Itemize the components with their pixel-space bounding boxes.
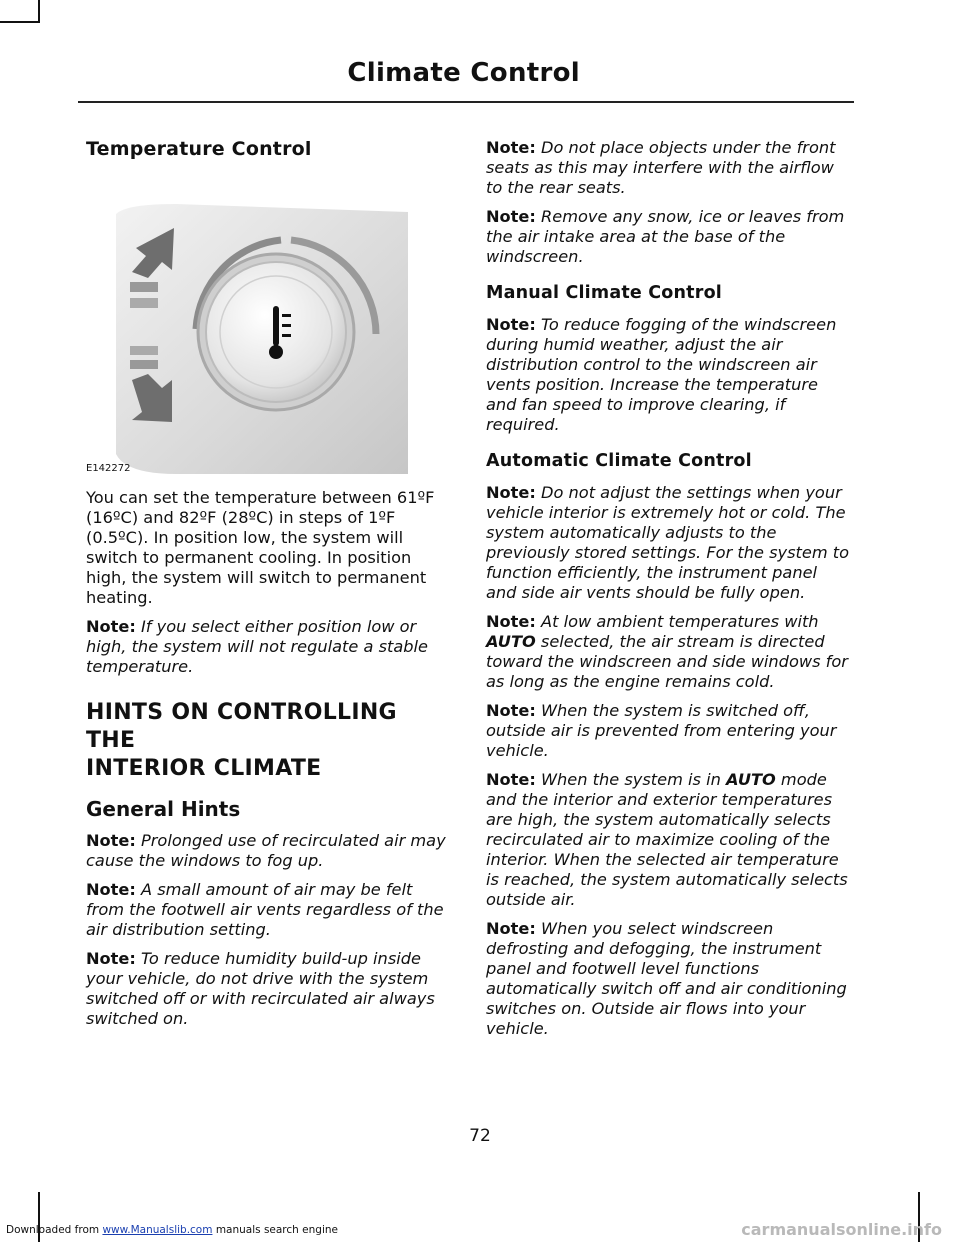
general-hints-heading: General Hints (86, 797, 241, 821)
note: Note: A small amount of air may be felt from the footwell air vents regardless of the air distribution setting. (86, 880, 444, 939)
note: Note: Do not adjust the settings when your vehicle interior is extremely hot or cold. The system automatically adjusts to the previously stored settings. For the system to function efficiently, the instrument panel and side air vents should be fully open. (486, 483, 849, 602)
crop-mark (38, 0, 40, 22)
note: Note: When the system is switched off, outside air is prevented from entering your vehicle. (486, 701, 837, 760)
watermark: carmanualsonline.info (741, 1220, 942, 1239)
temperature-paragraph: You can set the temperature between 61ºF (16ºC) and 82ºF (28ºC) in steps of 1ºF (0.5ºC). In position low, the system will switch to permanent cooling. In position high, the system will switch to permanent heating. (86, 488, 435, 607)
manual-climate-heading: Manual Climate Control (486, 283, 722, 303)
note: Note: To reduce fogging of the windscreen during humid weather, adjust the air distribution control to the windscreen air vents position. Increase the temperature and fan speed to improve clearing, if required. (486, 315, 837, 434)
automatic-climate-heading: Automatic Climate Control (486, 451, 752, 471)
page-header-title: Climate Control (347, 58, 580, 88)
note: Note: When the system is in AUTO mode and the interior and exterior temperatures are high, the system automatically selects recirculated air to maximize cooling of the interior. When the selected air temperature is reached, the system automatically selects outside air. (486, 770, 848, 909)
page-number: 72 (469, 1126, 491, 1146)
manualslib-link[interactable]: www.Manualslib.com (102, 1224, 213, 1236)
hints-heading-line1: HINTS ON CONTROLLING THE (86, 700, 397, 753)
note: Note: At low ambient temperatures with AUTO selected, the air stream is directed toward the windscreen and side windows for as long as the engine remains cold. (486, 612, 848, 691)
note: Note: Remove any snow, ice or leaves from the air intake area at the base of the windscreen. (486, 207, 845, 266)
download-footer: Downloaded from www.Manualslib.com manuals search engine (6, 1224, 338, 1236)
note: Note: When you select windscreen defrosting and defogging, the instrument panel and footwell level functions automatically switch off and air conditioning switches on. Outside air flows into your vehicle. (486, 919, 847, 1038)
left-column (86, 138, 450, 1038)
right-column (486, 138, 852, 1048)
note: Note: Prolonged use of recirculated air may cause the windows to fog up. (86, 831, 446, 870)
crop-mark (0, 21, 40, 23)
temperature-knob-figure (86, 174, 450, 474)
temperature-control-heading: Temperature Control (86, 138, 312, 160)
temperature-knob-icon (86, 174, 450, 474)
hints-heading (86, 699, 450, 783)
note: Note: To reduce humidity build-up inside your vehicle, do not drive with the system switched off or with recirculated air always switched on. (86, 949, 435, 1028)
hints-heading-line2: INTERIOR CLIMATE (86, 756, 322, 781)
note: Note: Do not place objects under the front seats as this may interfere with the airflow to the rear seats. (486, 138, 836, 197)
note: Note: If you select either position low or high, the system will not regulate a stable temperature. (86, 617, 429, 676)
figure-code: E142272 (86, 463, 131, 474)
header-divider (78, 101, 854, 103)
